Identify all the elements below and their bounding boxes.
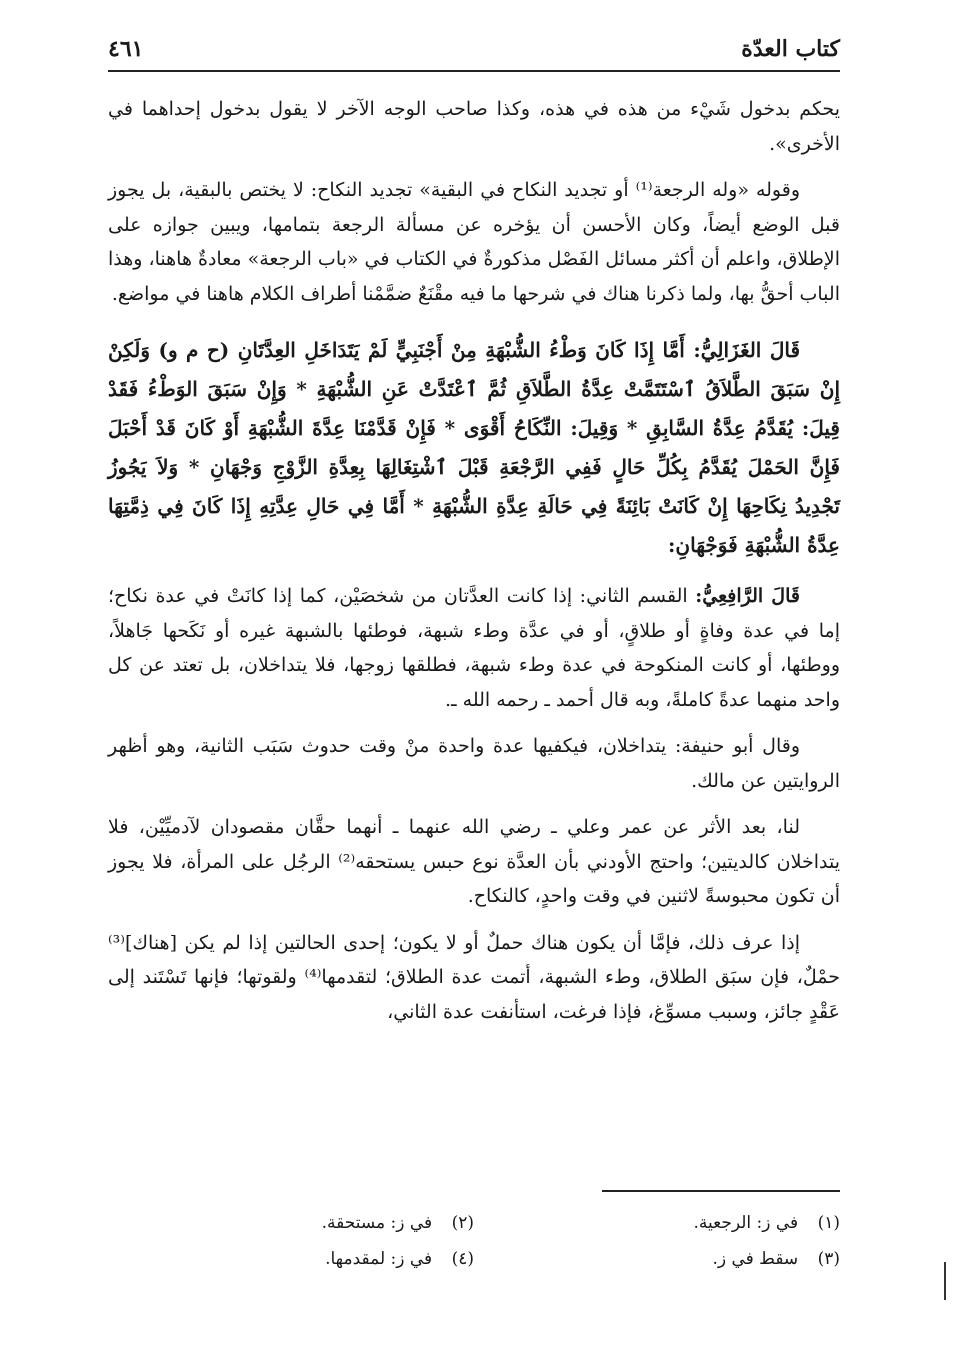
paragraph-rafii-commentary xyxy=(108,579,840,717)
paragraph-evidence: لنا، بعد الأثر عن عمر وعلي ـ رضي الله عنهما ـ أنهما حقَّان مقصودان لآدميِّيْن، فلا يتداخلان كالديتين؛ واحتج الأودني بأن العدَّة نوع حبس يستحقه⁽²⁾ الرجُل على المرأة، فلا يجوز أن تكون محبوسةً لاثنين في وقت واحدٍ، كالنكاح. xyxy=(108,816,840,907)
footnote-separator xyxy=(602,1190,840,1192)
footnote-text: سقط في ز. xyxy=(712,1249,799,1269)
running-title: كتاب العدّة xyxy=(741,36,840,62)
footnote-text: في ز: لمقدمها. xyxy=(325,1249,433,1269)
footnote-number: (٤) xyxy=(451,1249,474,1269)
speaker-ghazali: قَالَ الغَزَالِيُّ: xyxy=(693,338,801,362)
footnote-4 xyxy=(108,1241,474,1277)
paragraph-abu-hanifa: وقال أبو حنيفة: يتداخلان، فيكفيها عدة واحدة منْ وقت حدوث سَبَب الثانية، وهو أظهر الروايتين عن مالك. xyxy=(108,735,840,792)
footnote-number: (٢) xyxy=(451,1213,474,1233)
page-header xyxy=(108,30,840,72)
footnote-text: في ز: مستحقة. xyxy=(321,1213,433,1233)
footnote-row xyxy=(108,1241,840,1277)
footnote-3 xyxy=(474,1241,840,1277)
footnote-number: (١) xyxy=(817,1213,840,1233)
footnote-row xyxy=(108,1205,840,1241)
rafii-text: القسم الثاني: إذا كانت العدَّتان من شخصَيْن، كما إذا كانَتْ في عدة نكاح؛ إما في عدة وفاةٍ أو طلاقٍ، أو في عدَّة وطء شبهة، فوطئها بالشبهة غيره أو نَكَحها جَاهلاً، ووطئها، أو كانت المنكوحة في عدة وطء شبهة، فطلقها زوجها، فلا يتداخلان، بل تعتد عن كل واحد منهما عدةً كاملةً، وبه قال أحمد ـ رحمه الله ـ. xyxy=(108,585,840,711)
footnote-1 xyxy=(474,1205,840,1241)
paragraph-ghazali-text xyxy=(108,331,840,565)
ghazali-text: أَمَّا إِذَا كَانَ وَطْءُ الشُّبْهَةِ مِنْ أَجْنَبِيٍّ لَمْ يَتَدَاخَلِ العِدَّتَانِ (ح م و) وَلَكِنْ إِنْ سَبَقَ الطَّلاَقُ ٱسْتَتَمَّتْ عِدَّةُ الطَّلاَقِ ثُمَّ ٱعْتَدَّتْ عَنِ الشُّبْهَةِ * وَإِنْ سَبَقَ الوَطْءُ فَقَدْ قِيلَ: يُقَدَّمُ عِدَّةُ السَّابِقِ * وَقِيلَ: النِّكَاحُ أَقْوَى * فَإِنْ قَدَّمْنَا عِدَّةَ الشُّبْهَةِ أَوْ كَانَ قَدْ أَحْبَلَ فَإِنَّ الحَمْلَ يُقَدَّمُ بِكُلِّ حَالٍ فَفِي الرَّجْعَةِ قَبْلَ ٱشْتِغَالِهَا بِعِدَّةِ الزَّوْجِ وَجْهَانِ * وَلاَ يَجُوزُ تَجْدِيدُ نِكَاحِهَا إِنْ كَانَتْ بَائِنَةً فِي حَالَةِ عِدَّةِ الشُّبْهَةِ * أَمَّا فِي حَالِ عِدَّتِهِ إِذَا كَانَ فِي ذِمَّتِهَا عِدَّةُ الشُّبْهَةِ فَوَجْهَانِ: xyxy=(108,338,840,557)
speaker-rafii: قَالَ الرَّافِعِيُّ: xyxy=(695,585,800,607)
paragraph-cases: إذا عرف ذلك، فإمَّا أن يكون هناك حملٌ أو لا يكون؛ إحدى الحالتين إذا لم يكن [هناك]⁽³⁾ حمْلٌ، فإن سبَق الطلاق، وطء الشبهة، أتمت عدة الطلاق؛ لتقدمها⁽⁴⁾ ولقوتها؛ فإنها تَسْتَند إلى عَقْدٍ جائز، وسبب مسوِّغ، فإذا فرغت، استأنفت عدة الثاني، xyxy=(108,931,840,1023)
footnote-number: (٣) xyxy=(817,1249,840,1269)
paragraph-commentary: وقوله «وله الرجعة⁽¹⁾ أو تجديد النكاح في البقية» تجديد النكاح: لا يختص بالبقية، بل يجوز قبل الوضع أيضاً، وكان الأحسن أن يؤخره عن مسألة الرجعة بتمامها، ويبين جوازه على الإطلاق، واعلم أن أكثر مسائل الفَصْل مذكورةٌ في الكتاب في «باب الرجعة» معادةٌ هاهنا، وهذا الباب أحقُّ بها، ولما ذكرنا هناك في شرحها ما فيه مقْنَعٌ ضمَّمْنا أطراف الكلام هاهنا في مواضع. xyxy=(108,179,840,305)
footnote-2 xyxy=(108,1205,474,1241)
footnotes xyxy=(108,1205,840,1277)
main-text xyxy=(108,92,840,1041)
page-number: ٤٦١ xyxy=(108,36,144,62)
footnote-text: في ز: الرجعية. xyxy=(693,1213,799,1233)
paragraph-continuation: يحكم بدخول شَيْء من هذه في هذه، وكذا صاحب الوجه الآخر لا يقول بدخول إحداهما في الأخرى». xyxy=(108,98,840,155)
scan-edge-mark xyxy=(944,1262,946,1300)
